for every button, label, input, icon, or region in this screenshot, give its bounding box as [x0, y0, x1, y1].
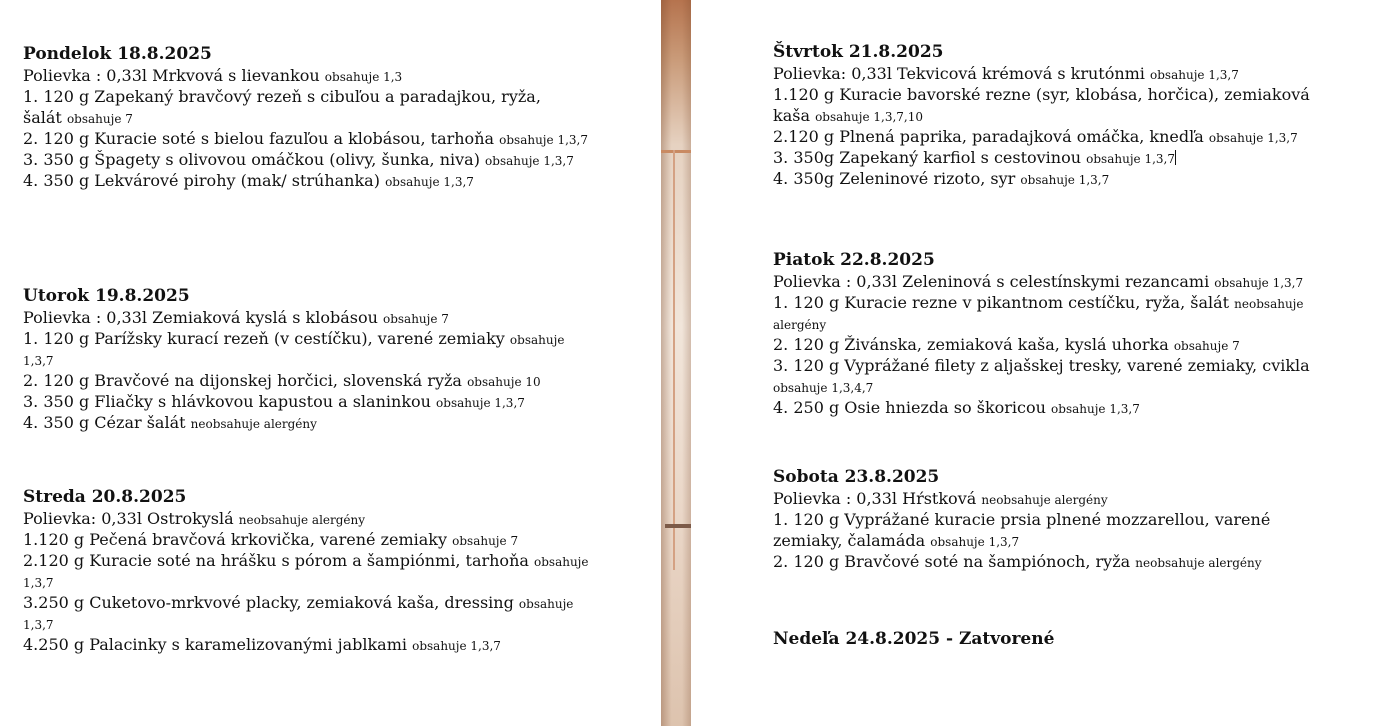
- dish-text: 2. 120 g Živánska, zemiaková kaša, kyslá uhorka: [773, 335, 1169, 354]
- day-wednesday: [23, 487, 591, 655]
- allergen-note: obsahuje 1,3,7: [23, 333, 565, 368]
- day-title: Streda 20.8.2025: [23, 487, 187, 507]
- allergen-note: obsahuje 1,3,4,7: [773, 381, 874, 395]
- menu-item-1: [23, 328, 591, 370]
- allergen-note: obsahuje 1,3,7: [1051, 402, 1140, 416]
- photo-frame-edge: [661, 150, 691, 153]
- dish-text: Polievka : 0,33l Zeleninová s celestínskymi rezancami: [773, 272, 1210, 291]
- menu-item-1: [773, 509, 1333, 551]
- menu-item-3: [23, 592, 591, 634]
- allergen-note: obsahuje 10: [467, 375, 541, 389]
- menu-item-3: [23, 391, 591, 412]
- photo-dark-mark: [665, 524, 691, 528]
- dish-text: 4.250 g Palacinky s karamelizovanými jablkami: [23, 635, 407, 654]
- day-saturday: [773, 467, 1333, 572]
- allergen-note: neobsahuje alergény: [238, 513, 366, 527]
- menu-item-3: [773, 147, 1333, 168]
- allergen-note: obsahuje 1,3,7: [485, 154, 574, 168]
- text-cursor: [1175, 150, 1176, 165]
- right-page: [691, 0, 1376, 726]
- menu-item-1: [773, 84, 1333, 126]
- allergen-note: obsahuje 7: [452, 534, 519, 548]
- dish-text: 2. 120 g Bravčové na dijonskej horčici, slovenská ryža: [23, 371, 462, 390]
- dish-text: 2.120 g Kuracie soté na hrášku s pórom a šampiónmi, tarhoňa: [23, 551, 529, 570]
- menu-item-2: [773, 551, 1333, 572]
- menu-item-4: [23, 170, 591, 191]
- day-tuesday: [23, 286, 591, 433]
- dish-text: 4. 250 g Osie hniezda so škoricou: [773, 398, 1046, 417]
- dish-text: 2. 120 g Bravčové soté na šampiónoch, ryža: [773, 552, 1131, 571]
- allergen-note: neobsahuje alergény: [981, 493, 1108, 507]
- dish-text: 2. 120 g Kuracie soté s bielou fazuľou a klobásou, tarhoňa: [23, 129, 495, 148]
- dish-text: 1. 120 g Kuracie rezne v pikantnom cestíčku, ryža, šalát: [773, 293, 1230, 312]
- allergen-note: obsahuje 7: [66, 112, 133, 126]
- menu-item-4: [23, 412, 591, 433]
- menu-item-soup: [773, 271, 1333, 292]
- menu-item-2: [773, 334, 1333, 355]
- allergen-note: obsahuje 1,3,7,10: [815, 110, 924, 124]
- dish-text: 3. 350g Zapekaný karfiol s cestovinou: [773, 148, 1082, 167]
- dish-text: 4. 350 g Cézar šalát: [23, 413, 186, 432]
- menu-item-2: [23, 128, 591, 149]
- dish-text: Polievka : 0,33l Mrkvová s lievankou: [23, 66, 320, 85]
- menu-item-soup: [23, 508, 591, 529]
- background-photo-strip: [661, 0, 691, 726]
- dish-text: 4. 350g Zeleninové rizoto, syr: [773, 169, 1016, 188]
- dish-text: Polievka : 0,33l Hŕstková: [773, 489, 977, 508]
- allergen-note: obsahuje 1,3,7: [23, 555, 589, 590]
- allergen-note: obsahuje 1,3,7: [1208, 131, 1298, 145]
- menu-item-soup: [23, 307, 591, 328]
- menu-item-1: [23, 529, 591, 550]
- day-title: Piatok 22.8.2025: [773, 250, 935, 270]
- dish-text: 1.120 g Pečená bravčová krkovička, varené zemiaky: [23, 530, 448, 549]
- dish-text: 3. 120 g Vyprážané filety z aljašskej tresky, varené zemiaky, cvikla: [773, 356, 1310, 375]
- day-title: Utorok 19.8.2025: [23, 286, 190, 306]
- allergen-note: obsahuje 1,3,7: [23, 597, 574, 632]
- day-monday: [23, 44, 591, 191]
- allergen-note: obsahuje 7: [1173, 339, 1240, 353]
- menu-item-4: [23, 634, 591, 655]
- menu-item-soup: [773, 488, 1333, 509]
- menu-item-2: [773, 126, 1333, 147]
- allergen-note: obsahuje 1,3,7: [1214, 276, 1304, 290]
- allergen-note: neobsahuje alergény: [190, 417, 317, 431]
- allergen-note: obsahuje 1,3,7: [412, 639, 501, 653]
- dish-text: 1. 120 g Parížsky kurací rezeň (v cestíčku), varené zemiaky: [23, 329, 505, 348]
- day-thursday: [773, 42, 1333, 189]
- allergen-note: obsahuje 1,3,7: [1020, 173, 1110, 187]
- menu-item-4: [773, 397, 1333, 418]
- dish-text: 3.250 g Cuketovo-mrkvové placky, zemiaková kaša, dressing: [23, 593, 514, 612]
- dish-text: Polievka : 0,33l Zemiaková kyslá s klobásou: [23, 308, 378, 327]
- photo-frame-edge: [673, 150, 675, 570]
- menu-item-2: [23, 550, 591, 592]
- menu-item-4: [773, 168, 1333, 189]
- photo-shading: [661, 0, 691, 726]
- menu-item-3: [23, 149, 591, 170]
- day-title: Štvrtok 21.8.2025: [773, 42, 944, 62]
- dish-text: 3. 350 g Špagety s olivovou omáčkou (olivy, šunka, niva): [23, 150, 480, 169]
- dish-text: 1. 120 g Zapekaný bravčový rezeň s cibuľou a paradajkou, ryža, šalát: [23, 87, 541, 127]
- left-page: [0, 0, 661, 726]
- dish-text: 4. 350 g Lekvárové pirohy (mak/ strúhanka): [23, 171, 380, 190]
- allergen-note: obsahuje 1,3,7: [1150, 68, 1239, 82]
- menu-item-1: [773, 292, 1333, 334]
- allergen-note: obsahuje 1,3,7: [436, 396, 525, 410]
- dish-text: 3. 350 g Fliačky s hlávkovou kapustou a slaninkou: [23, 392, 431, 411]
- allergen-note: obsahuje 1,3: [324, 70, 403, 84]
- allergen-note: obsahuje 7: [382, 312, 449, 326]
- day-title: Pondelok 18.8.2025: [23, 44, 212, 64]
- allergen-note: obsahuje 1,3,7: [385, 175, 474, 189]
- menu-item-1: [23, 86, 559, 128]
- dish-text: 1.120 g Kuracie bavorské rezne (syr, klobása, horčica), zemiaková kaša: [773, 85, 1310, 125]
- allergen-note: obsahuje 1,3,7: [1086, 152, 1175, 166]
- menu-item-2: [23, 370, 591, 391]
- menu-item-soup: [773, 63, 1333, 84]
- day-title: Nedeľa 24.8.2025 - Zatvorené: [773, 629, 1055, 649]
- allergen-note: neobsahuje alergény: [1135, 556, 1262, 570]
- dish-text: 1. 120 g Vyprážané kuracie prsia plnené mozzarellou, varené zemiaky, čalamáda: [773, 510, 1271, 550]
- dish-text: 2.120 g Plnená paprika, paradajková omáčka, knedľa: [773, 127, 1204, 146]
- day-friday: [773, 250, 1333, 418]
- day-title: Sobota 23.8.2025: [773, 467, 940, 487]
- dish-text: Polievka: 0,33l Tekvicová krémová s krutónmi: [773, 64, 1145, 83]
- dish-text: Polievka: 0,33l Ostrokyslá: [23, 509, 234, 528]
- allergen-note: neobsahuje alergény: [773, 297, 1304, 332]
- day-sunday: [773, 629, 1333, 650]
- menu-item-soup: [23, 65, 591, 86]
- menu-item-3: [773, 355, 1333, 397]
- allergen-note: obsahuje 1,3,7: [499, 133, 588, 147]
- allergen-note: obsahuje 1,3,7: [930, 535, 1020, 549]
